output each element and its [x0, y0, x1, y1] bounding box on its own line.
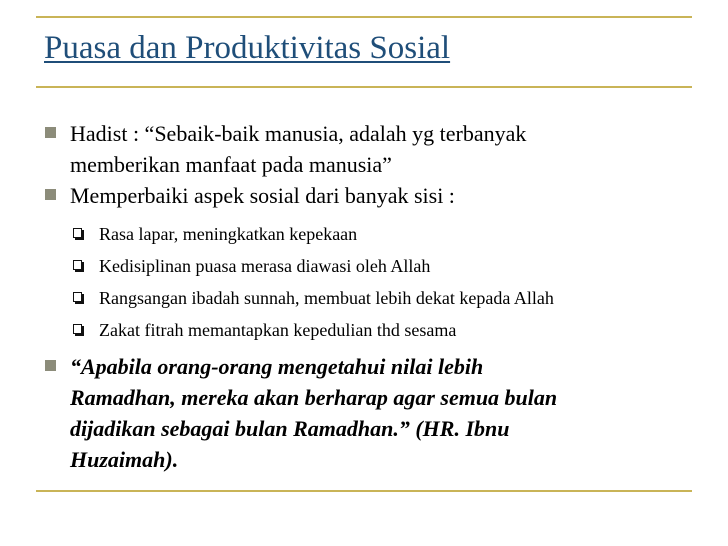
subbullet-item	[72, 255, 692, 277]
subbullet-text: Rasa lapar, meningkatkan kepekaan	[99, 224, 358, 244]
box-bullet-icon	[73, 228, 82, 238]
quote-line: Ramadhan, mereka akan berharap agar semua bulan	[70, 385, 558, 410]
quote-line: dijadikan sebagai bulan Ramadhan.” (HR. Ibnu	[70, 416, 510, 441]
subbullet-text: Zakat fitrah memantapkan kepedulian thd sesama	[99, 320, 457, 340]
subbullet-text: Kedisiplinan puasa merasa diawasi oleh Allah	[99, 256, 431, 276]
subbullet-item	[72, 287, 692, 309]
box-bullet-icon	[73, 324, 82, 334]
square-bullet-icon	[45, 360, 56, 371]
bullet-quote	[44, 351, 684, 475]
subbullet-text: Rangsangan ibadah sunnah, membuat lebih dekat kepada Allah	[99, 288, 554, 308]
bullet-aspek-sosial	[44, 180, 684, 211]
quote-line: “Apabila orang-orang mengetahui nilai lebih	[70, 354, 484, 379]
subbullet-item	[72, 319, 692, 341]
bottom-rule	[36, 490, 692, 492]
slide-title: Puasa dan Produktivitas Sosial	[44, 30, 451, 66]
square-bullet-icon	[45, 127, 56, 138]
top-rule	[36, 16, 692, 18]
bullet-hadist	[44, 118, 684, 180]
bullet-line: Memperbaiki aspek sosial dari banyak sisi :	[70, 183, 455, 208]
title-rule	[36, 86, 692, 88]
box-bullet-icon	[73, 260, 82, 270]
bullet-line: memberikan manfaat pada manusia”	[70, 152, 392, 177]
quote-line: Huzaimah).	[70, 447, 179, 472]
box-bullet-icon	[73, 292, 82, 302]
square-bullet-icon	[45, 189, 56, 200]
subbullet-item	[72, 223, 692, 245]
bullet-line: Hadist : “Sebaik-baik manusia, adalah yg terbanyak	[70, 121, 527, 146]
